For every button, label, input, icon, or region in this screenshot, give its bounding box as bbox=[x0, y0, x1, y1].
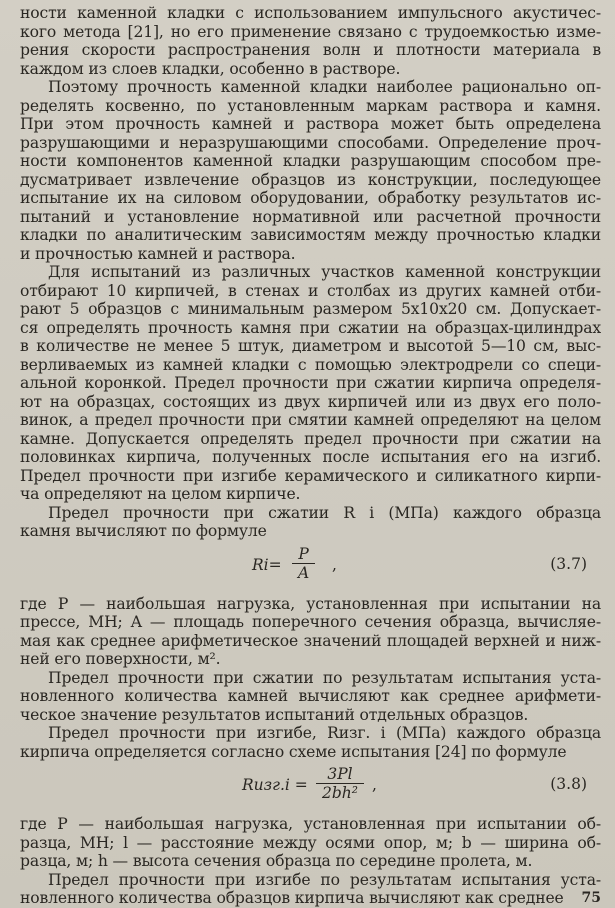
formula-comma: , bbox=[332, 555, 337, 574]
text-line: ся определять прочность камня при сжатии на образцах-цилиндрах bbox=[20, 318, 601, 337]
formula-comma: , bbox=[372, 776, 377, 794]
equation-number: (3.8) bbox=[550, 775, 587, 793]
text-line: в количестве не менее 5 штук, диаметром и высотой 5—10 см, выс- bbox=[20, 337, 601, 355]
formula-fraction bbox=[292, 545, 315, 582]
text-line: альной коронкой. Предел прочности при сжатии кирпича определя- bbox=[20, 374, 601, 392]
text-line: винок, а предел прочности при смятии камней определяют на целом bbox=[20, 411, 601, 429]
text-line: Предел прочности при сжатии по результатам испытания уста- bbox=[48, 668, 601, 687]
text-line: ческое значение результатов испытаний отдельных образцов. bbox=[20, 705, 529, 724]
text-line: кирпича определяется согласно схеме испытания [24] по формуле bbox=[20, 742, 567, 761]
formula-denominator: A bbox=[292, 563, 315, 582]
paragraph-2 bbox=[20, 78, 601, 263]
paragraph-6 bbox=[20, 669, 601, 725]
text-line: ют на образцах, состоящих из двух кирпичей или из двух его поло- bbox=[20, 392, 601, 411]
text-line: каждом из слоев кладки, особенно в растворе. bbox=[20, 59, 401, 78]
formula-3-8 bbox=[20, 765, 601, 809]
paragraph-8 bbox=[20, 815, 601, 871]
formula-denominator: 2bh² bbox=[316, 783, 364, 802]
text-line: и прочностью камней и раствора. bbox=[20, 244, 296, 263]
paragraph-7 bbox=[20, 724, 601, 761]
paragraph-3 bbox=[20, 263, 601, 504]
text-line: где P — наибольшая нагрузка, установленная при испытании об- bbox=[20, 815, 601, 833]
paragraph-1 bbox=[20, 4, 601, 78]
text-line: рают 5 образцов с минимальным размером 5x10x20 см. Допускает- bbox=[20, 300, 601, 318]
formula-lhs: Ri= bbox=[252, 555, 282, 574]
formula-numerator: 3Pl bbox=[327, 765, 353, 783]
text-line: камне. Допускается определять предел прочности при сжатии на bbox=[20, 429, 601, 448]
text-line: где P — наибольшая нагрузка, установленная при испытании на bbox=[20, 594, 601, 613]
formula-lhs: Rизг.i = bbox=[242, 776, 308, 794]
text-line: новленного количества камней вычисляют как среднее арифмети- bbox=[20, 687, 601, 705]
text-line: новленного количества образцов кирпича вычисляют как среднее bbox=[20, 889, 564, 907]
paragraph-9 bbox=[20, 871, 601, 908]
text-line: кого метода [21], но его применение связано с трудоемкостью изме- bbox=[20, 22, 601, 41]
page-number: 75 bbox=[581, 890, 601, 906]
paragraph-5 bbox=[20, 595, 601, 669]
text-line: Предел прочности при изгибе по результатам испытания уста- bbox=[48, 870, 601, 889]
text-line: ней его поверхности, м². bbox=[20, 650, 221, 668]
equation-number: (3.7) bbox=[550, 554, 587, 573]
text-line: ределять косвенно, по установленным маркам раствора и камня. bbox=[20, 96, 601, 115]
text-line: Поэтому прочность каменной кладки наиболее рационально оп- bbox=[48, 78, 601, 96]
text-line: камня вычисляют по формуле bbox=[20, 522, 267, 540]
formula-numerator: P bbox=[298, 544, 309, 563]
text-line: отбирают 10 кирпичей, в стенах и столбах из других камней отби- bbox=[20, 281, 601, 300]
formula-3-7 bbox=[20, 545, 601, 589]
text-line: прессе, МН; A — площадь поперечного сечения образца, вычисляе- bbox=[20, 613, 601, 631]
text-line: пытаний и установление нормативной или расчетной прочности bbox=[20, 207, 601, 226]
text-line: дусматривает извлечение образцов из конструкции, последующее bbox=[20, 170, 601, 189]
text-line: разца, МН; l — расстояние между осями опор, м; b — ширина об- bbox=[20, 833, 601, 852]
text-line: Предел прочности при изгибе, Rизг. i (МПа) каждого образца bbox=[48, 724, 601, 742]
text-line: ности компонентов каменной кладки разрушающим способом пре- bbox=[20, 152, 601, 170]
text-line: испытание их на силовом оборудовании, обработку результатов ис- bbox=[20, 189, 601, 207]
text-line: разрушающими и неразрушающими способами. Определение проч- bbox=[20, 133, 601, 152]
text-line: верливаемых из камней кладки с помощью электродрели со специ- bbox=[20, 355, 601, 374]
text-line: ча определяют на целом кирпиче. bbox=[20, 485, 301, 503]
formula-fraction bbox=[316, 765, 364, 802]
text-line: разца, м; h — высота сечения образца по середине пролета, м. bbox=[20, 852, 533, 870]
text-line: половинках кирпича, полученных после испытания его на изгиб. bbox=[20, 448, 601, 466]
text-line: Предел прочности при изгибе керамического и силикатного кирпи- bbox=[20, 466, 601, 485]
text-line: кладки по аналитическим зависимостям между прочностью кладки bbox=[20, 226, 601, 244]
text-line: ности каменной кладки с использованием импульсного акустичес- bbox=[20, 4, 601, 22]
text-line: Предел прочности при сжатии R i (МПа) каждого образца bbox=[48, 503, 601, 522]
paragraph-4 bbox=[20, 504, 601, 541]
text-line: мая как среднее арифметическое значений площадей верхней и ниж- bbox=[20, 631, 601, 650]
text-line: При этом прочность камней и раствора может быть определена bbox=[20, 115, 601, 133]
text-line: рения скорости распространения волн и плотности материала в bbox=[20, 41, 601, 59]
text-line: Для испытаний из различных участков каменной конструкции bbox=[48, 263, 601, 281]
